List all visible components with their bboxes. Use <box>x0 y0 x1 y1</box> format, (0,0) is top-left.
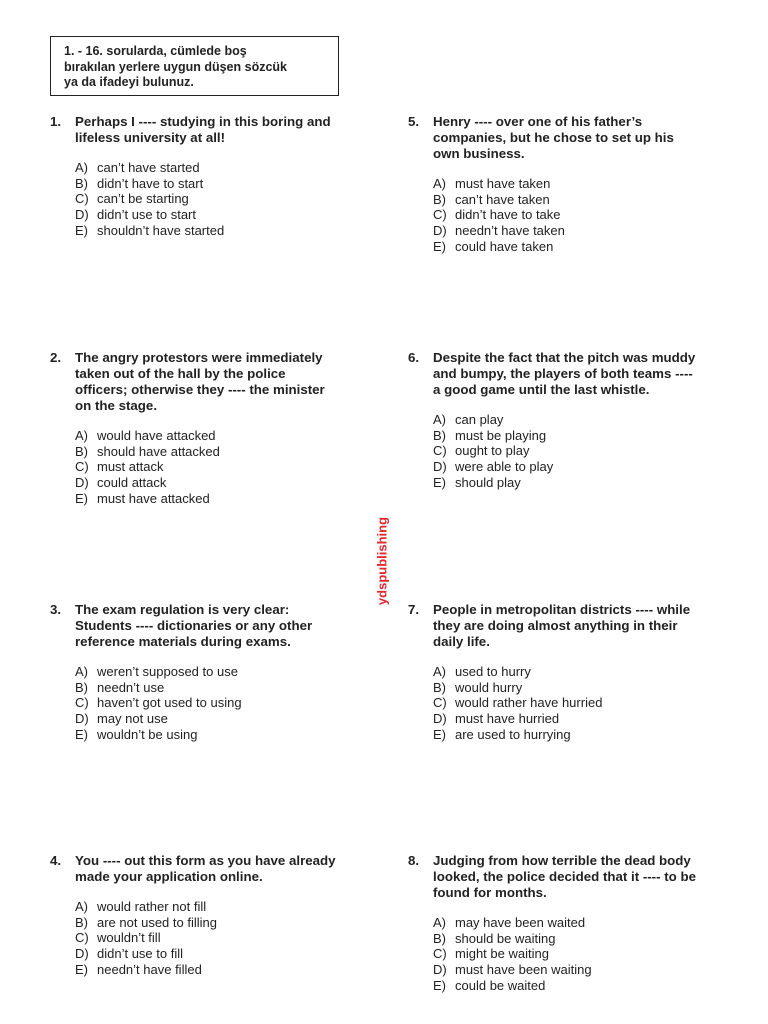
question-text-line: daily life. <box>433 634 490 649</box>
option-text: haven’t got used to using <box>97 695 242 711</box>
option-letter: E) <box>433 238 446 254</box>
option-letter: A) <box>433 915 446 930</box>
answer-option-e[interactable] <box>75 962 340 978</box>
answer-option-e[interactable] <box>433 475 698 491</box>
answer-option-d[interactable] <box>433 711 698 727</box>
option-text: may not use <box>97 711 168 727</box>
option-text: needn’t use <box>97 679 165 695</box>
question-text-line: a good game until the last whistle. <box>433 382 650 397</box>
answer-option-b[interactable] <box>433 931 698 947</box>
option-text: needn’t have taken <box>455 223 565 239</box>
option-text: would hurry <box>455 679 523 695</box>
answer-option-c[interactable] <box>433 443 698 459</box>
question-text-line: on the stage. <box>75 398 158 413</box>
answer-option-c[interactable] <box>75 191 340 207</box>
question-text-line: they are doing almost anything in their <box>433 618 678 633</box>
option-text: could attack <box>97 475 167 491</box>
question-number: 7. <box>408 602 420 617</box>
question-number: 5. <box>408 114 420 129</box>
question-stem <box>408 853 698 901</box>
answer-option-a[interactable] <box>75 428 340 444</box>
option-text: would have attacked <box>97 428 216 443</box>
answer-option-e[interactable] <box>433 978 698 994</box>
option-letter: A) <box>75 899 88 914</box>
question-text-line: People in metropolitan districts ---- while <box>433 602 691 617</box>
option-letter: E) <box>433 726 446 742</box>
question-number: 4. <box>50 853 62 868</box>
option-text: didn’t use to start <box>97 207 196 223</box>
answer-option-d[interactable] <box>75 711 340 727</box>
watermark-text: ydspublishing <box>374 516 390 605</box>
answer-option-a[interactable] <box>433 176 698 192</box>
question-text-line: reference materials during exams. <box>75 634 291 649</box>
answer-options <box>408 176 698 255</box>
option-letter: D) <box>433 962 447 978</box>
answer-option-d[interactable] <box>75 207 340 223</box>
answer-option-b[interactable] <box>433 680 698 696</box>
option-text: would rather not fill <box>97 899 207 914</box>
option-letter: C) <box>75 191 89 207</box>
question-5 <box>408 114 698 255</box>
answer-option-a[interactable] <box>433 915 698 931</box>
option-letter: D) <box>75 946 89 962</box>
question-stem <box>408 114 698 162</box>
instructions-box <box>50 36 339 96</box>
answer-option-e[interactable] <box>433 727 698 743</box>
answer-option-e[interactable] <box>75 727 340 743</box>
option-text: should have attacked <box>97 443 220 459</box>
option-text: are not used to filling <box>97 914 217 930</box>
option-text: can’t have taken <box>455 191 550 207</box>
option-letter: A) <box>433 664 446 679</box>
question-number: 2. <box>50 350 62 365</box>
answer-option-d[interactable] <box>433 459 698 475</box>
answer-option-b[interactable] <box>75 915 340 931</box>
option-text: ought to play <box>455 443 530 459</box>
question-text-line: Henry ---- over one of his father’s <box>433 114 643 129</box>
instructions-line: bırakılan yerlere uygun düşen sözcük <box>64 59 287 74</box>
question-text-line: companies, but he chose to set up his <box>433 130 674 145</box>
option-letter: D) <box>75 475 89 491</box>
answer-option-e[interactable] <box>75 223 340 239</box>
answer-option-e[interactable] <box>75 491 340 507</box>
question-text-line: taken out of the hall by the police <box>75 366 286 381</box>
answer-option-d[interactable] <box>75 475 340 491</box>
answer-option-b[interactable] <box>75 680 340 696</box>
answer-option-b[interactable] <box>433 428 698 444</box>
answer-option-c[interactable] <box>75 459 340 475</box>
option-letter: D) <box>433 459 447 475</box>
option-text: could have taken <box>455 238 554 254</box>
option-text: were able to play <box>455 459 554 475</box>
answer-option-e[interactable] <box>433 239 698 255</box>
option-text: must have hurried <box>455 711 560 727</box>
option-letter: C) <box>433 443 447 459</box>
question-number: 1. <box>50 114 62 129</box>
answer-options <box>408 664 698 743</box>
question-stem <box>50 853 340 885</box>
answer-option-a[interactable] <box>75 664 340 680</box>
option-text: used to hurry <box>455 664 531 679</box>
question-7 <box>408 602 698 743</box>
answer-option-c[interactable] <box>433 695 698 711</box>
option-letter: A) <box>433 176 446 191</box>
option-letter: A) <box>433 412 446 427</box>
question-stem <box>50 114 340 146</box>
option-text: are used to hurrying <box>455 726 571 742</box>
question-stem <box>50 350 340 414</box>
option-letter: B) <box>75 443 88 459</box>
option-letter: B) <box>433 427 446 443</box>
answer-option-a[interactable] <box>433 412 698 428</box>
question-text-line: lifeless university at all! <box>75 130 226 145</box>
answer-options <box>50 428 340 507</box>
answer-options <box>50 160 340 239</box>
question-text-line: and bumpy, the players of both teams ---- <box>433 366 693 381</box>
answer-option-c[interactable] <box>75 695 340 711</box>
option-letter: B) <box>75 679 88 695</box>
option-text: must have attacked <box>97 490 210 506</box>
option-letter: E) <box>75 490 88 506</box>
publisher-watermark <box>370 513 394 608</box>
option-letter: E) <box>433 977 446 993</box>
question-text-line: made your application online. <box>75 869 263 884</box>
question-text-line: Students ---- dictionaries or any other <box>75 618 313 633</box>
question-text-line: found for months. <box>433 885 547 900</box>
option-text: must have been waiting <box>455 962 592 978</box>
option-letter: B) <box>433 191 446 207</box>
question-text-line: The exam regulation is very clear: <box>75 602 290 617</box>
option-text: didn’t have to take <box>455 207 561 223</box>
question-text-line: The angry protestors were immediately <box>75 350 323 365</box>
option-letter: A) <box>75 428 88 443</box>
option-text: wouldn’t fill <box>97 930 161 946</box>
option-letter: C) <box>433 695 447 711</box>
question-text-line: officers; otherwise they ---- the minister <box>75 382 325 397</box>
question-8 <box>408 853 698 994</box>
option-letter: D) <box>75 207 89 223</box>
question-2 <box>50 350 340 507</box>
option-text: shouldn’t have started <box>97 222 225 238</box>
question-1 <box>50 114 340 239</box>
option-text: might be waiting <box>455 946 549 962</box>
answer-option-b[interactable] <box>433 192 698 208</box>
answer-option-b[interactable] <box>75 176 340 192</box>
option-letter: C) <box>75 695 89 711</box>
option-letter: B) <box>433 930 446 946</box>
question-text-line: Perhaps I ---- studying in this boring and <box>75 114 331 129</box>
option-text: could be waited <box>455 977 546 993</box>
option-text: must be playing <box>455 427 547 443</box>
question-number: 3. <box>50 602 62 617</box>
option-letter: D) <box>75 711 89 727</box>
option-letter: B) <box>75 175 88 191</box>
answer-options <box>50 664 340 743</box>
option-letter: C) <box>75 930 89 946</box>
option-letter: E) <box>75 222 88 238</box>
question-number: 6. <box>408 350 420 365</box>
answer-option-d[interactable] <box>75 946 340 962</box>
option-letter: C) <box>433 207 447 223</box>
answer-option-a[interactable] <box>433 664 698 680</box>
answer-option-c[interactable] <box>433 946 698 962</box>
option-text: weren’t supposed to use <box>97 664 238 679</box>
question-text-line: Judging from how terrible the dead body <box>433 853 691 868</box>
option-letter: C) <box>75 459 89 475</box>
answer-options <box>408 915 698 994</box>
answer-option-a[interactable] <box>75 160 340 176</box>
answer-options <box>50 899 340 978</box>
question-number: 8. <box>408 853 420 868</box>
option-text: can’t be starting <box>97 191 189 207</box>
question-3 <box>50 602 340 743</box>
question-stem <box>408 350 698 398</box>
option-letter: B) <box>433 679 446 695</box>
question-6 <box>408 350 698 491</box>
option-letter: B) <box>75 914 88 930</box>
question-stem <box>408 602 698 650</box>
option-letter: A) <box>75 664 88 679</box>
option-text: may have been waited <box>455 915 586 930</box>
option-letter: A) <box>75 160 88 175</box>
option-letter: D) <box>433 223 447 239</box>
option-text: didn’t use to fill <box>97 946 183 962</box>
answer-option-d[interactable] <box>433 223 698 239</box>
instructions-line: ya da ifadeyi bulunuz. <box>64 75 194 89</box>
option-text: must attack <box>97 459 164 475</box>
answer-option-b[interactable] <box>75 444 340 460</box>
option-text: should be waiting <box>455 930 556 946</box>
answer-option-d[interactable] <box>433 962 698 978</box>
question-text-line: You ---- out this form as you have already <box>75 853 336 868</box>
question-text-line: looked, the police decided that it ---- to be <box>433 869 696 884</box>
question-text-line: Despite the fact that the pitch was muddy <box>433 350 696 365</box>
instructions-line: 1. - 16. sorularda, cümlede boş <box>64 44 247 58</box>
option-letter: E) <box>433 474 446 490</box>
option-letter: D) <box>433 711 447 727</box>
answer-option-a[interactable] <box>75 899 340 915</box>
option-text: can’t have started <box>97 160 200 175</box>
option-text: would rather have hurried <box>455 695 603 711</box>
option-text: didn’t have to start <box>97 175 204 191</box>
option-text: needn’t have filled <box>97 961 202 977</box>
answer-option-c[interactable] <box>75 930 340 946</box>
option-letter: C) <box>433 946 447 962</box>
option-letter: E) <box>75 726 88 742</box>
option-letter: E) <box>75 961 88 977</box>
option-text: wouldn’t be using <box>97 726 198 742</box>
question-text-line: own business. <box>433 146 525 161</box>
question-4 <box>50 853 340 978</box>
answer-option-c[interactable] <box>433 207 698 223</box>
answer-options <box>408 412 698 491</box>
option-text: must have taken <box>455 176 551 191</box>
option-text: can play <box>455 412 504 427</box>
question-stem <box>50 602 340 650</box>
option-text: should play <box>455 474 521 490</box>
